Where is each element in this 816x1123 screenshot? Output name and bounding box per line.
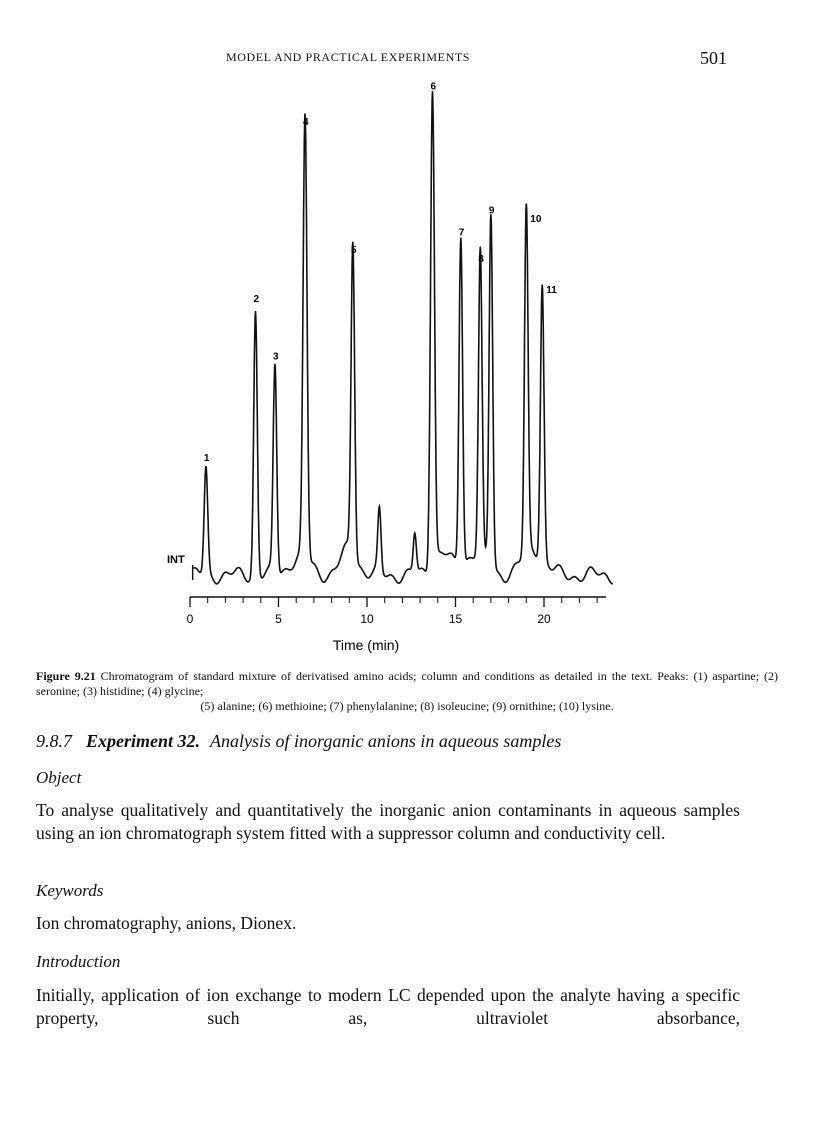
injection-label: INT [167,554,185,566]
peak-label-6: 6 [430,81,437,93]
x-tick-label: 20 [537,612,551,626]
peak-label-7: 7 [458,227,465,239]
figure-caption-text: Chromatogram of standard mixture of derivatised amino acids; column and conditions as detailed in the text. Peaks: (1) aspartine; (2) seronine; (3) histidine; (4) glycine; [36,669,779,698]
peak-label-3: 3 [272,351,279,363]
peak-label-11: 11 [546,284,557,296]
x-axis [187,597,606,626]
introduction-heading: Introduction [36,952,121,971]
object-paragraph: To analyse qualitatively and quantitatively the inorganic anion contaminants in aqueous samples using an ion chromatograph system fitted with a suppressor column and conductivity cell. [36,800,740,843]
peak-label-2: 2 [253,293,260,305]
running-header [0,48,816,70]
keywords-paragraph: Ion chromatography, anions, Dionex. [36,913,297,933]
peak-label-10: 10 [530,214,542,226]
figure-caption-text-last: (5) alanine; (6) methioine; (7) phenylalanine; (8) isoleucine; (9) ornithine; (10) lysine. [200,699,614,713]
x-tick-label: 15 [448,612,463,626]
chromatogram-trace-layer [193,91,613,584]
peak-label-9: 9 [488,205,495,217]
peak-label-1: 1 [203,452,210,464]
figure-caption [36,669,778,714]
figure-caption-label: Figure 9.21 [36,669,96,683]
section-number: 9.8.7 [36,731,72,751]
page-number: 501 [700,48,727,68]
introduction-paragraph: Initially, application of ion exchange to modern LC depended upon the analyte having a specific property, such as, ultraviolet absorbance, [36,985,740,1028]
section-heading [36,731,796,752]
section-title: Analysis of inorganic anions in aqueous samples [210,731,562,751]
peak-label-4: 4 [303,117,309,128]
peak-label-5: 5 [350,245,357,257]
peak-label-8: 8 [478,254,484,266]
x-tick-label: 10 [360,612,374,626]
x-tick-label: 5 [275,612,282,626]
x-axis-title: Time (min) [332,637,400,653]
experiment-name: Experiment 32. [86,731,201,751]
object-heading: Object [36,768,82,787]
chromatogram-svg [0,80,816,660]
chromatogram-figure [0,80,816,660]
running-title: MODEL AND PRACTICAL EXPERIMENTS [226,50,471,64]
keywords-heading: Keywords [36,881,104,900]
chromatogram-trace [194,91,614,584]
x-tick-label: 0 [186,612,194,626]
